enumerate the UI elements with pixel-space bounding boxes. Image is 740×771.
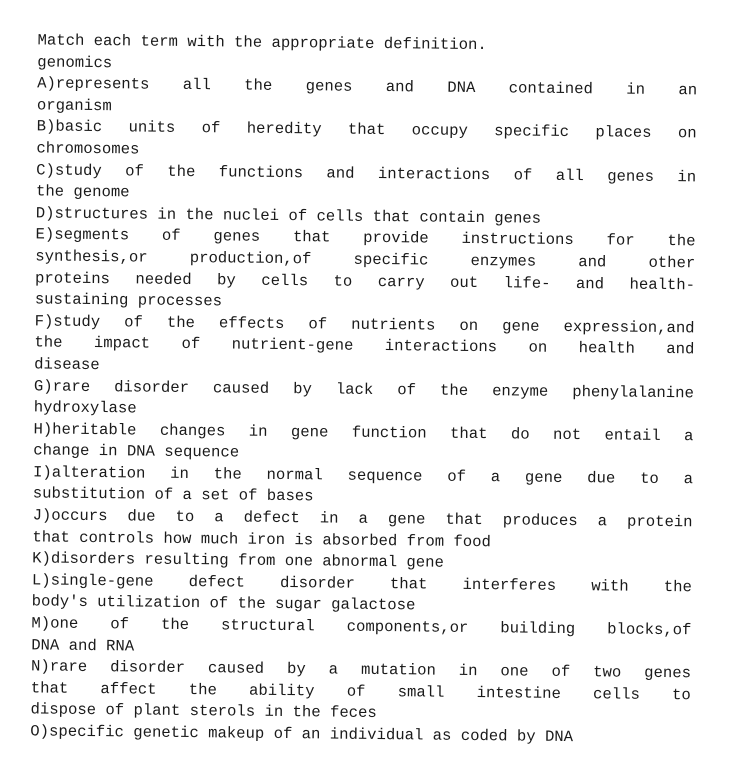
option-text-line: disease <box>34 355 100 374</box>
option-text-line: I)alteration in the normal sequence of a gene due to a <box>32 463 694 489</box>
option-text-line: the impact of nutrient-gene interactions on health and <box>34 333 695 359</box>
option-letter: D) <box>35 204 55 223</box>
options-list <box>30 74 699 750</box>
term-text: genomics <box>37 52 113 72</box>
option-a <box>37 74 699 124</box>
option-g <box>34 376 696 426</box>
option-text-line: C)study of the functions and interactions of all genes in <box>36 160 697 186</box>
option-text-line: chromosomes <box>36 139 140 159</box>
option-letter: O) <box>30 722 50 741</box>
option-l <box>32 570 694 620</box>
option-text-line: that controls how much iron is absorbed from food <box>32 528 491 551</box>
option-text-line: A)represents all the genes and DNA contained in an <box>37 74 698 100</box>
option-text-line: DNA and RNA <box>31 635 135 656</box>
option-text-line: substitution of a set of bases <box>32 484 314 506</box>
option-text-line: dispose of plant sterols in the feces <box>30 700 377 723</box>
option-text-line: N)rare disorder caused by a mutation in one of two genes <box>30 657 692 683</box>
option-text-line: G)rare disorder caused by lack of the enzyme phenylalanine <box>33 376 695 402</box>
option-text-line: L)single-gene defect disorder that interferes with the <box>31 571 692 597</box>
option-text-line: change in DNA sequence <box>33 441 240 462</box>
option-text-line: F)study of the effects of nutrients on gene expression,and <box>34 312 695 338</box>
option-h <box>33 419 695 469</box>
option-text-line: the genome <box>35 182 130 202</box>
option-text-line: organism <box>36 96 112 115</box>
option-text-line: hydroxylase <box>33 398 137 418</box>
option-j <box>32 505 694 555</box>
option-text-line: B)basic units of heredity that occupy specific places on <box>36 117 697 143</box>
option-letter: K) <box>32 549 51 568</box>
option-text-line: sustaining processes <box>34 290 223 311</box>
option-text-line: E)segments of genes that provide instructions for the <box>35 225 696 251</box>
option-b <box>36 117 698 167</box>
option-m <box>31 613 693 663</box>
option-text-line: that affect the ability of small intestine cells to <box>30 679 691 705</box>
option-text-line: body's utilization of the sugar galactose <box>31 592 416 615</box>
option-text-line: J)occurs due to a defect in a gene that produces a protein <box>32 506 693 532</box>
option-text-line: M)one of the structural components,or building blocks,of <box>31 614 692 640</box>
option-text-line: proteins needed by cells to carry out life- and health- <box>34 268 696 294</box>
option-e <box>35 225 698 318</box>
instruction-text: Match each term with the appropriate definition. <box>37 31 487 55</box>
option-text-line: synthesis,or production,of specific enzymes and other <box>35 247 696 273</box>
option-text-line: structures in the nuclei of cells that contain genes <box>54 204 542 228</box>
option-text-line: specific genetic makeup of an individual as coded by DNA <box>48 722 574 747</box>
option-text-line: H)heritable changes in gene function that do not entail a <box>33 420 694 445</box>
option-c <box>36 160 698 210</box>
option-n <box>30 657 693 729</box>
option-i <box>33 462 695 512</box>
option-text-line: disorders resulting from one abnormal gene <box>50 549 444 572</box>
option-f <box>34 311 697 383</box>
